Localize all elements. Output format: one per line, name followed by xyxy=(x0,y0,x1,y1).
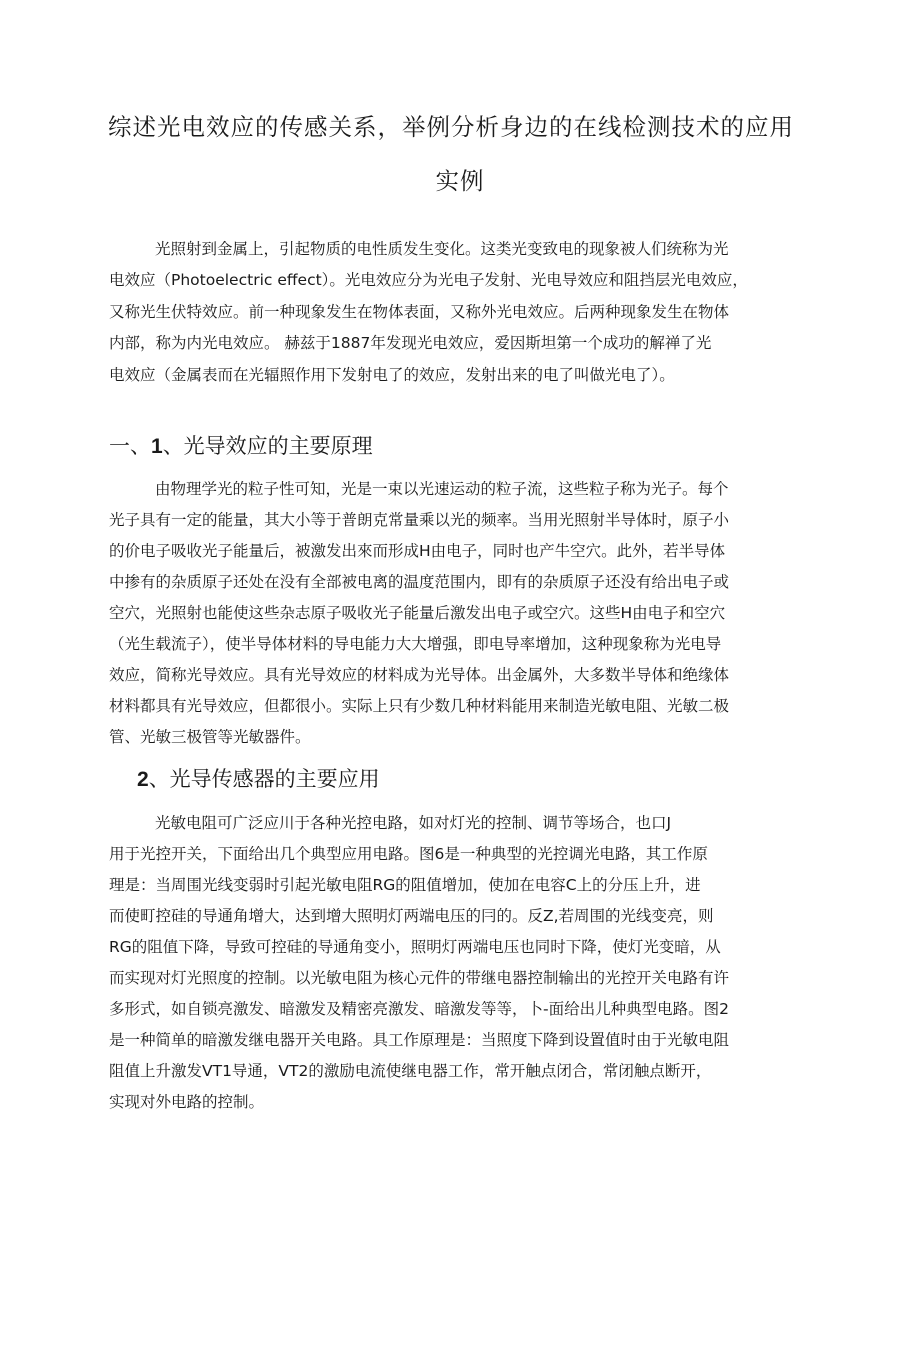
section2-line: 阻值上升激发VT1导通，VT2的激励电流使继电器工作，常开触点闭合，常闭触点断开， xyxy=(109,1062,712,1080)
section2-number: 2 xyxy=(137,768,149,791)
document-title-line1: 综述光电效应的传感关系，举例分析身边的在线检测技术的应用 xyxy=(108,113,794,141)
intro-line: 电效应（金属表而在光辐照作用下发射电了的效应，发射出来的电了叫做光电了）。 xyxy=(109,366,675,384)
intro-line: 又称光生伏特效应。前一种现象发生在物体表面，又称外光电效应。后两种现象发生在物体 xyxy=(109,303,730,321)
section2-line: 是一种简单的暗激发继电器开关电路。具工作原理是：当照度下降到设置值时由于光敏电阻 xyxy=(109,1031,730,1049)
section2-heading xyxy=(137,763,380,793)
section1-prefix: 一、 xyxy=(109,434,151,458)
section2-line: 实现对外电路的控制。 xyxy=(109,1093,265,1111)
section2-line: 多形式，如自锁亮激发、暗激发及精密亮激发、暗激发等等，卜-面给出儿种典型电路。图2 xyxy=(109,1000,729,1018)
section1-line: 材料都具有光导效应，但都很小。实际上只有少数几种材料能用来制造光敏电阻、光敏二极 xyxy=(109,697,730,715)
section1-title: 、光导效应的主要原理 xyxy=(162,434,373,458)
section1-heading xyxy=(109,430,373,460)
section1-line: 效应，简称光导效应。具有光导效应的材料成为光导体。出金属外，大多数半导体和绝缘体 xyxy=(109,666,730,684)
section1-line: 由物理学光的粒子性可知，光是一束以光速运动的粒子流，这些粒子称为光子。每个 xyxy=(155,480,729,498)
intro-line: 光照射到金属上，引起物质的电性质发生变化。这类光变致电的现象被人们统称为光 xyxy=(155,240,729,258)
intro-line: 电效应（Photoelectric effect）。光电效应分为光电子发射、光电导效应和阻挡层光电效应， xyxy=(109,271,748,289)
section2-line: 而使町控硅的导通角增大，达到增大照明灯两端电压的冃的。反Z,若周围的光线变亮，则 xyxy=(109,907,714,925)
section1-line: 空穴，光照射也能使这些杂志原子吸收光子能量后激发出电子或空穴。这些H由电子和空穴 xyxy=(109,604,726,622)
section1-line: 中掺有的杂质原子还处在没有全部被电离的温度范围内，即有的杂质原子还没有给出电子或 xyxy=(109,573,730,591)
section2-line: RG的阻值下降，导致可控硅的导通角变小，照明灯两端电压也同时下降，使灯光变暗，从 xyxy=(109,938,721,956)
section1-line: 的价电子吸收光子能量后，被激发出來而形成H由电子，同时也产牛空穴。此外，若半导体 xyxy=(109,542,726,560)
section2-line: 理是：当周围光线变弱时引起光敏电阻RG的阻值增加，使加在电容C上的分压上升，进 xyxy=(109,876,701,894)
section2-line: 用于光控开关，下面给出几个典型应用电路。图6是一种典型的光控调光电路，其工作原 xyxy=(109,845,708,863)
section2-line: 而实现对灯光照度的控制。以光敏电阻为核心元件的带继电器控制输出的光控开关电路有许 xyxy=(109,969,730,987)
section1-number: 1 xyxy=(151,435,163,458)
section1-line: 光子具有一定的能量，其大小等于普朗克常量乘以光的频率。当用光照射半导体时，原子小 xyxy=(109,511,730,529)
document-title-line2: 实例 xyxy=(435,167,485,195)
section2-title: 、光导传感器的主要应用 xyxy=(148,767,380,791)
section1-line: 管、光敏三极管等光敏器件。 xyxy=(109,728,311,746)
section2-line: 光敏电阻可广泛应川于各种光控电路，如对灯光的控制、调节等场合，也口J xyxy=(155,814,672,832)
intro-line: 内部，称为内光电效应。 赫兹于1887年发现光电效应，爱因斯坦第一个成功的解禅了光 xyxy=(109,334,712,352)
section1-line: （光生载流子），使半导体材料的导电能力大大增强，即电导率增加，这种现象称为光电导 xyxy=(109,635,722,653)
